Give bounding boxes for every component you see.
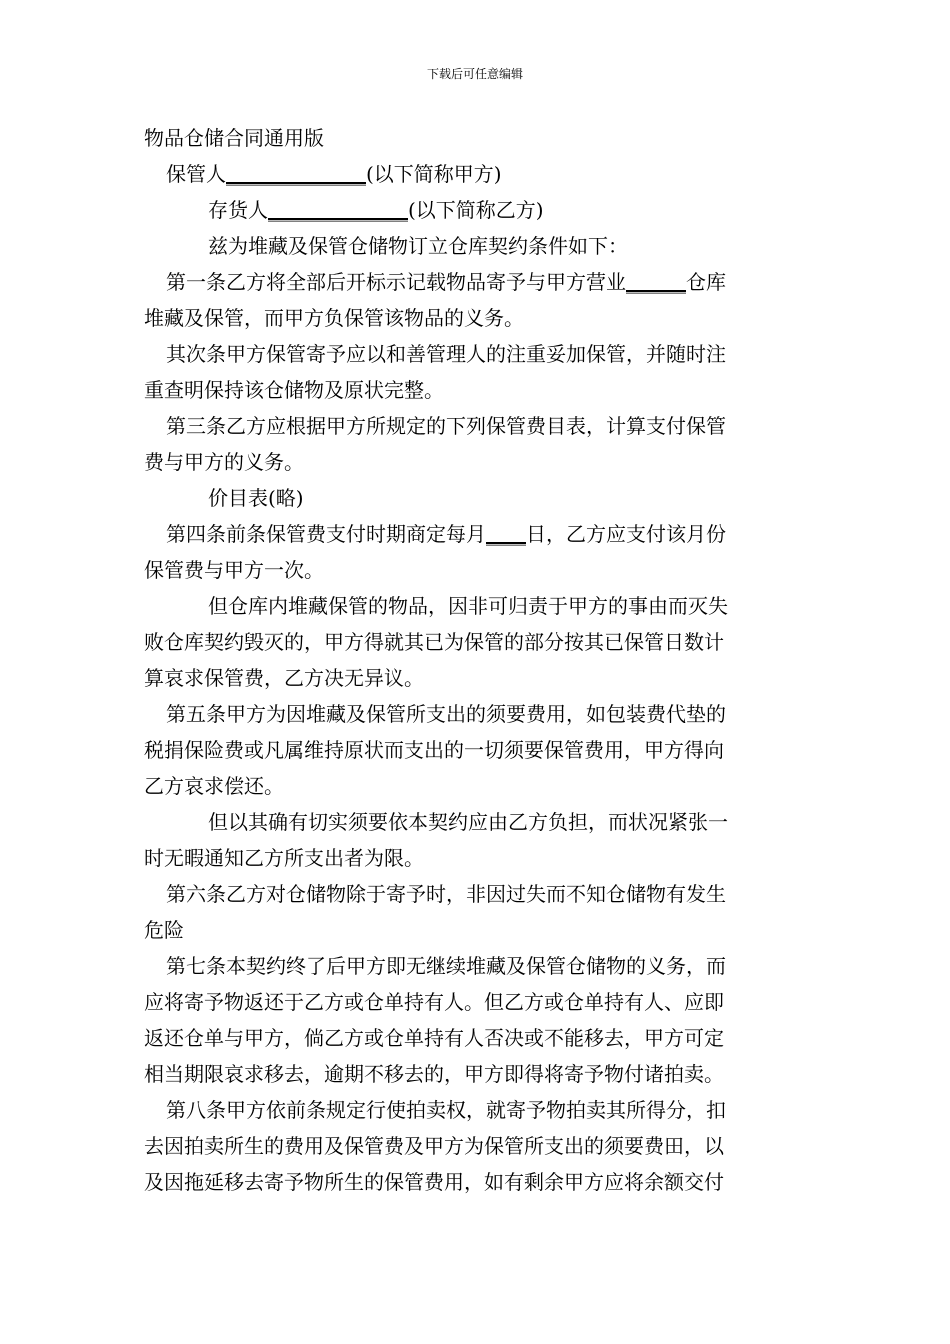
article-2-line-1: 其次条甲方保管寄予应以和善管理人的注重妥加保管，并随时注 (166, 342, 726, 366)
article-4-note-line-1: 但仓库内堆藏保管的物品，因非可归责于甲方的事由而灭失 (208, 594, 728, 618)
article-5-note-line-1: 但以其确有切实须要依本契约应由乙方负担，而状况紧张一 (208, 810, 728, 834)
depositor-label: 存货人 (208, 198, 268, 222)
keeper-label: 保管人 (166, 162, 226, 186)
keeper-blank: ______________ (226, 162, 366, 186)
article-1-line-1 (144, 264, 810, 300)
depositor-line (144, 192, 810, 228)
article-8-line-2: 去因拍卖所生的费用及保管费及甲方为保管所支出的须要费田，以 (144, 1134, 724, 1158)
article-1-text-end: 仓库 (686, 270, 726, 294)
page-header: 下载后可任意编辑 (426, 67, 523, 81)
article-1-line-2: 堆藏及保管，而甲方负保管该物品的义务。 (144, 306, 524, 330)
depositor-blank: ______________ (268, 198, 408, 222)
intro-line: 兹为堆藏及保管仓储物订立仓库契约条件如下： (208, 234, 628, 258)
article-7-line-3: 返还仓单与甲方，倘乙方或仓单持有人否决或不能移去，甲方可定 (144, 1026, 724, 1050)
article-1-blank: ______ (626, 270, 686, 294)
document-body (144, 120, 810, 1200)
article-5-line-3: 乙方哀求偿还。 (144, 774, 284, 798)
article-4-line-2: 保管费与甲方一次。 (144, 558, 324, 582)
article-4-text: 第四条前条保管费支付时期商定每月 (166, 522, 486, 546)
article-3-line-1: 第三条乙方应根据甲方所规定的下列保管费目表，计算支付保管 (166, 414, 726, 438)
article-4-note-line-3: 算哀求保管费，乙方决无异议。 (144, 666, 424, 690)
article-7-line-4: 相当期限哀求移去，逾期不移去的，甲方即得将寄予物付诸拍卖。 (144, 1062, 724, 1086)
article-5-line-2: 税捐保险费或凡属维持原状而支出的一切须要保管费用，甲方得向 (144, 738, 724, 762)
article-2-line-2: 重查明保持该仓储物及原状完整。 (144, 378, 444, 402)
article-8-line-1: 第八条甲方依前条规定行使拍卖权，就寄予物拍卖其所得分，扣 (166, 1098, 726, 1122)
article-4-blank: ____ (486, 522, 526, 546)
depositor-suffix: (以下简称乙方) (408, 198, 544, 222)
price-table-line: 价目表(略) (208, 486, 304, 510)
keeper-line (144, 156, 810, 192)
article-1-text: 第一条乙方将全部后开标示记载物品寄予与甲方营业 (166, 270, 626, 294)
document-title: 物品仓储合同通用版 (144, 126, 324, 150)
article-4-note-line-2: 败仓库契约毁灭的，甲方得就其已为保管的部分按其已保管日数计 (144, 630, 724, 654)
article-5-line-1: 第五条甲方为因堆藏及保管所支出的须要费用，如包装费代垫的 (166, 702, 726, 726)
keeper-suffix: (以下简称甲方) (366, 162, 502, 186)
article-8-line-3: 及因拖延移去寄予物所生的保管费用，如有剩余甲方应将余额交付 (144, 1170, 724, 1194)
article-4-line-1 (144, 516, 810, 552)
article-5-note-line-2: 时无暇通知乙方所支出者为限。 (144, 846, 424, 870)
article-6-line-1: 第六条乙方对仓储物除于寄予时，非因过失而不知仓储物有发生 (166, 882, 726, 906)
article-7-line-1: 第七条本契约终了后甲方即无继续堆藏及保管仓储物的义务，而 (166, 954, 726, 978)
article-3-line-2: 费与甲方的义务。 (144, 450, 304, 474)
article-7-line-2: 应将寄予物返还于乙方或仓单持有人。但乙方或仓单持有人、应即 (144, 990, 724, 1014)
article-6-line-2: 危险 (144, 918, 184, 942)
article-4-text-end: 日，乙方应支付该月份 (526, 522, 726, 546)
